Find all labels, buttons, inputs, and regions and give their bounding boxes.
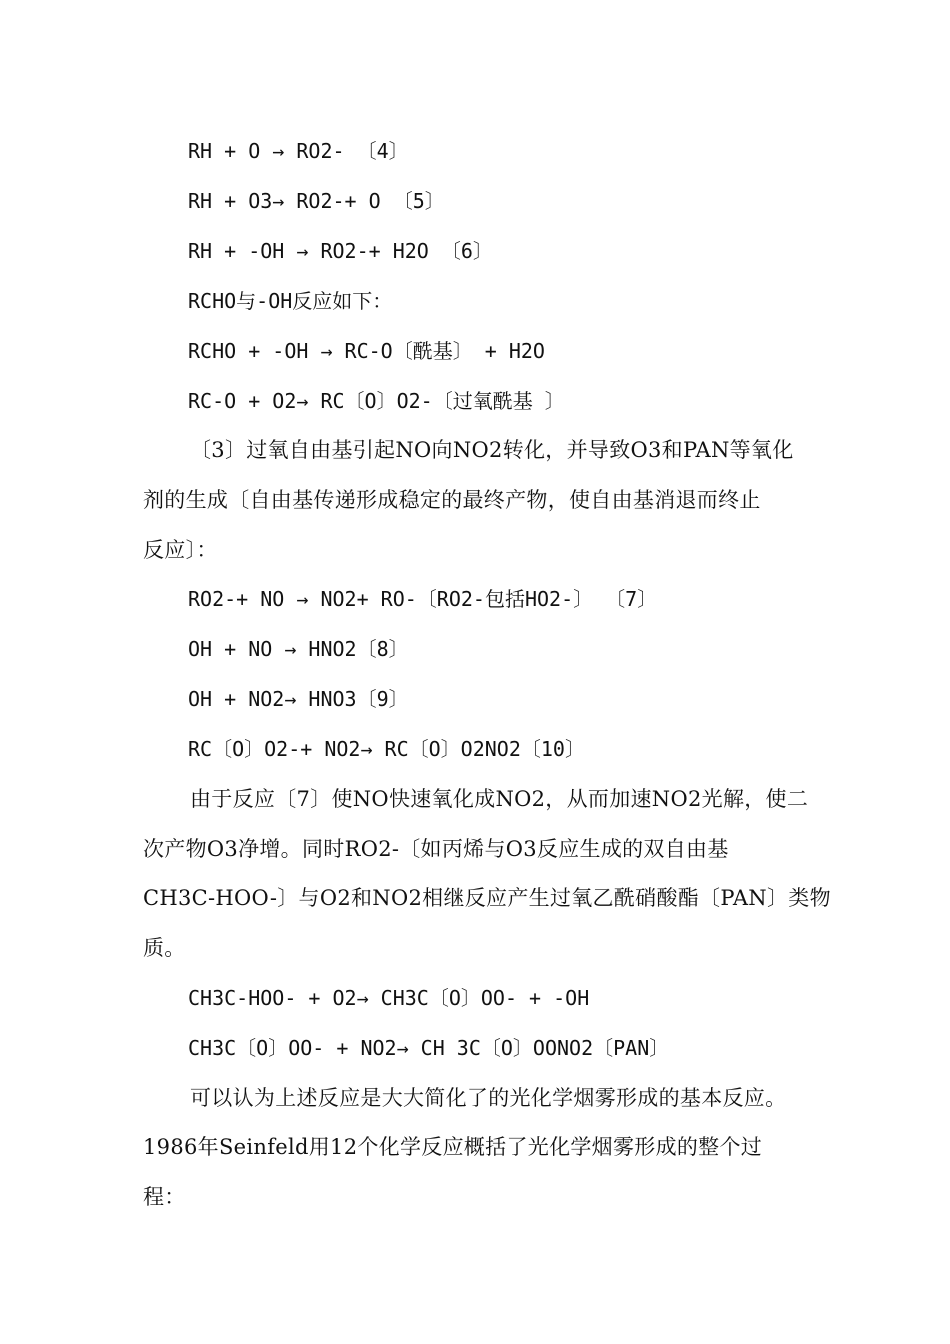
- paragraph-reaction7-line-4: 质。: [143, 936, 186, 960]
- paragraph-3-line-3: 反应〕：: [143, 538, 218, 562]
- equation-6: RH + -OH → RO2-+ H2O 〔6〕: [188, 239, 493, 263]
- paragraph-3-line-1: 〔3〕过氧自由基引起NO向NO2转化，并导致O3和PAN等氧化: [190, 438, 794, 462]
- paragraph-reaction7-line-1: 由于反应〔7〕使NO快速氧化成NO2，从而加速NO2光解，使二: [190, 787, 809, 811]
- rcho-intro-text: RCHO与-OH反应如下：: [188, 289, 393, 313]
- paragraph-3-line-2: 剂的生成〔自由基传递形成稳定的最终产物，使自由基消退而终止: [143, 488, 761, 512]
- equation-rcho-oh: RCHO + -OH → RC-O〔酰基〕 + H2O: [188, 339, 545, 363]
- equation-4: RH + O → RO2- 〔4〕: [188, 139, 409, 163]
- equation-7: RO2-+ NO → NO2+ RO-〔RO2-包括HO2-〕 〔7〕: [188, 587, 658, 611]
- paragraph-reaction7-line-3: CH3C-HOO-〕与O2和NO2相继反应产生过氧乙酰硝酸酯〔PAN〕类物: [143, 886, 831, 910]
- equation-pan: CH3C〔O〕OO- + NO2→ CH 3C〔O〕OONO2〔PAN〕: [188, 1036, 670, 1060]
- paragraph-seinfeld-line-2: 1986年Seinfeld用12个化学反应概括了光化学烟雾形成的整个过: [143, 1135, 763, 1159]
- equation-rco-o2: RC-O + O2→ RC〔O〕O2-〔过氧酰基 〕: [188, 389, 565, 413]
- equation-5: RH + O3→ RO2-+ O 〔5〕: [188, 189, 445, 213]
- equation-10: RC〔O〕O2-+ NO2→ RC〔O〕O2NO2〔10〕: [188, 737, 585, 761]
- paragraph-seinfeld-line-3: 程：: [143, 1185, 186, 1209]
- equation-9: OH + NO2→ HNO3〔9〕: [188, 687, 409, 711]
- equation-ch3c-hoo: CH3C-HOO- + O2→ CH3C〔O〕OO- + -OH: [188, 986, 590, 1010]
- paragraph-seinfeld-line-1: 可以认为上述反应是大大简化了的光化学烟雾形成的基本反应。: [190, 1086, 787, 1110]
- paragraph-reaction7-line-2: 次产物O3净增。同时RO2-〔如丙烯与O3反应生成的双自由基: [143, 837, 729, 861]
- equation-8: OH + NO → HNO2〔8〕: [188, 637, 409, 661]
